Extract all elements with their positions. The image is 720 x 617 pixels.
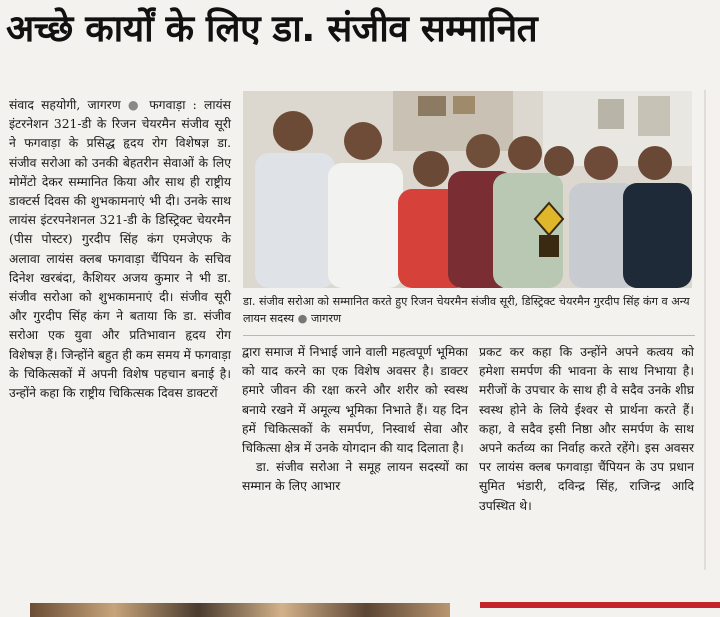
news-photo [243,91,692,288]
group-photo-illustration [243,91,692,288]
photo-caption [243,294,695,327]
article-column-1 [9,96,231,403]
column2-paragraph-1: द्वारा समाज में निभाई जाने वाली महत्वपूर्ण भूमिका को याद करने का एक विशेष अवसर है। डाक्टर हमारे जीवन की रक्षा करने और शरीर को स्वस्थ बनाये रखने में अमूल्य भूमिका निभाते हैं। यह दिन हमें चिकित्सकों के समर्पण, निस्वार्थ सेवा और चिकित्सा क्षेत्र में उनके योगदान की याद दिलाता है। [242,345,468,456]
byline-reporter: संवाद सहयोगी, जागरण [9,98,121,112]
article-column-3 [479,343,694,516]
byline [9,98,204,112]
adjacent-photo-strip [30,603,450,617]
article-column-2 [242,343,468,497]
byline-dot-icon: ● [127,98,142,112]
caption-divider [243,335,695,336]
headline: अच्छे कार्यों के लिए डा. संजीव सम्मानित [6,7,538,50]
caption-text: डा. संजीव सरोआ को सम्मानित करते हुए रिजन चेयरमैन संजीव सूरी, डिस्ट्रिक्ट चेयरमैन गुरदीप सिंह कंग व अन्य लायन सदस्य [243,295,690,325]
adjacent-article-edge [698,0,720,617]
red-rule-divider [480,602,720,608]
column2-paragraph-2: डा. संजीव सरोआ ने समूह लायन सदस्यों का सम्मान के लिए आभार [242,460,468,494]
column3-text: प्रकट कर कहा कि उन्होंने अपने कत्वय को हमेशा समर्पण की भावना के साथ निभाया है। मरीजों के उपचार के साथ ही वे सदैव उनके शीघ्र स्वस्थ होने के लिये ईश्वर से प्रार्थना करते हैं। कहा, वे सदैव इसी निष्ठा और समर्पण के साथ अपने कर्तव्य का निर्वाह करते रहेंगे। इस अवसर पर लायंस क्लब फगवाड़ा चैंपियन के उप प्रधान सुमित भंडारी, दविन्द्र सिंह, राजिन्द्र आदि उपस्थित थे। [479,345,694,513]
caption-source: जागरण [310,311,342,325]
caption-dot-icon: ● [297,311,308,325]
column1-text: लायंस इंटरनेशन 321-डी के रिजन चेयरमैन संजीव सूरी ने फगवाड़ा के प्रसिद्ध हृदय रोग विशेषज्ञ डा. संजीव सरोआ को उनकी बेहतरीन सेवाओं के लिए मोमेंटो देकर सम्मानित किया और साथ ही राष्ट्रीय डाक्टर्स दिवस की शुभकामनाएं भी दी। उनके साथ लायंस इंटरपनेशनल 321-डी के डिस्ट्रिक्ट चेयरमैन (पीस पोस्टर) गुरदीप सिंह कंग एमजेएफ के अलावा लायंस क्लब फगवाड़ा चैंपियन के सचिव दिनेश खरबंदा, कैशियर अजय कुमार ने भी डा. संजीव सरोआ को शुभकामनाएं दी। संजीव सूरी और गुरदीप सिंह कंग ने बताया कि डा. संजीव सरोआ एक युवा और प्रतिभावान हृदय रोग विशेषज्ञ हैं। जिन्होंने बहुत ही कम समय में फगवाड़ा के चिकित्सकों में अपनी विशेष पहचान बनाई है। उन्होंने कहा कि राष्ट्रीय चिकित्सक दिवस डाक्टरों [9,98,231,401]
byline-place: फगवाड़ा : [149,98,197,112]
